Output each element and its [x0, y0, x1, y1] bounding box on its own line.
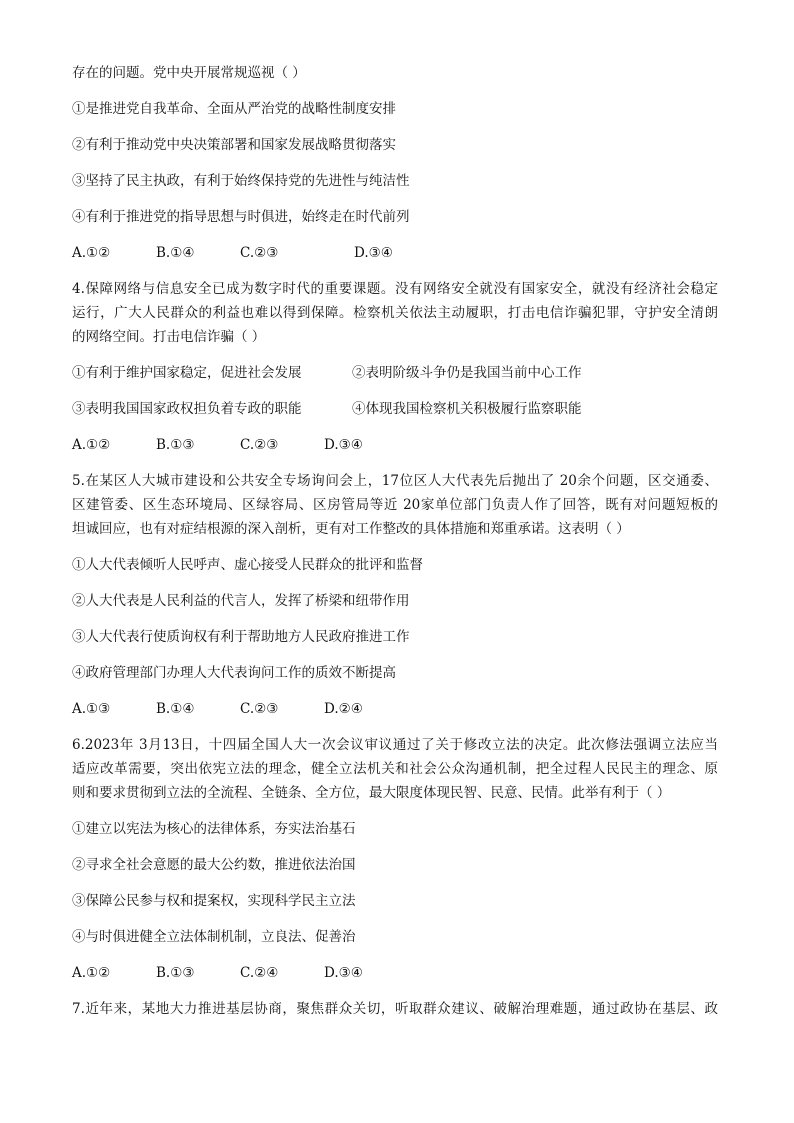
q3-option-b: B.①④ [156, 245, 195, 261]
q5-statement-1: ①人大代表倾听人民呼声、虚心接受人民群众的批评和监督 [72, 557, 423, 573]
q4-option-d: D.③④ [324, 437, 363, 453]
q6-statement-1: ①建立以宪法为核心的法律体系，夯实法治基石 [72, 821, 356, 837]
q4-option-c: C.②③ [240, 437, 279, 453]
q5-stem-line-3: 坦诚回应，也有对症结根源的深入剖析，更有对工作整改的具体措施和郑重承诺。这表明（ ） [72, 521, 630, 537]
q4-stem-line-3: 的网络空间。打击电信诈骗（ ） [72, 329, 266, 345]
q5-stem-line-2: 区建管委、区生态环境局、区绿容局、区房管局等近 20家单位部门负责人作了回答，既有对问题短板的 [72, 497, 718, 513]
q6-option-c: C.②④ [240, 965, 279, 981]
q5-option-c: C.②③ [240, 701, 279, 717]
q4-option-a: A.①② [72, 437, 111, 453]
q5-statement-3: ③人大代表行使质询权有利于帮助地方人民政府推进工作 [72, 629, 410, 645]
q4-statement-4: ④体现我国检察机关积极履行监察职能 [352, 401, 582, 417]
q3-stem-tail: 存在的问题。党中央开展常规巡视（ ） [72, 65, 306, 81]
q3-statement-4: ④有利于推进党的指导思想与时俱进，始终走在时代前列 [72, 209, 410, 225]
q3-option-a: A.①② [72, 245, 111, 261]
q4-stem-line-1: 4.保障网络与信息安全已成为数字时代的重要课题。没有网络安全就没有国家安全，就没有经济社会稳定 [72, 281, 718, 297]
q5-option-b: B.①④ [156, 701, 195, 717]
q6-option-d: D.③④ [324, 965, 363, 981]
q4-statement-1: ①有利于维护国家稳定，促进社会发展 [72, 365, 302, 381]
q5-statement-4: ④政府管理部门办理人大代表询问工作的质效不断提高 [72, 665, 396, 681]
q4-option-b: B.①③ [156, 437, 195, 453]
q3-statement-2: ②有利于推动党中央决策部署和国家发展战略贯彻落实 [72, 137, 396, 153]
q6-stem-line-1: 6.2023年 3月13日，十四届全国人大一次会议审议通过了关于修改立法的决定。此次修法强调立法应当 [72, 737, 718, 753]
q3-statement-3: ③坚持了民主执政，有利于始终保持党的先进性与纯洁性 [72, 173, 410, 189]
q3-option-d: D.③④ [354, 245, 393, 261]
q5-option-d: D.②④ [324, 701, 363, 717]
q4-stem-line-2: 运行，广大人民群众的利益也难以得到保障。检察机关依法主动履职，打击电信诈骗犯罪，守护安全清朗 [72, 305, 718, 321]
q4-statement-3: ③表明我国国家政权担负着专政的职能 [72, 401, 302, 417]
q6-option-a: A.①② [72, 965, 111, 981]
q3-statement-1: ①是推进党自我革命、全面从严治党的战略性制度安排 [72, 101, 396, 117]
q6-stem-line-2: 适应改革需要，突出依宪立法的理念，健全立法机关和社会公众沟通机制，把全过程人民民主的理念、原 [72, 761, 718, 777]
q6-statement-4: ④与时俱进健全立法体制机制，立良法、促善治 [72, 929, 356, 945]
q6-option-b: B.①③ [156, 965, 195, 981]
q3-option-c: C.②③ [240, 245, 279, 261]
q5-option-a: A.①③ [72, 701, 111, 717]
q5-statement-2: ②人大代表是人民利益的代言人，发挥了桥梁和纽带作用 [72, 593, 410, 609]
q7-stem-line-1: 7.近年来，某地大力推进基层协商，聚焦群众关切，听取群众建议、破解治理难题，通过政协在基层、政 [72, 1001, 718, 1017]
q5-stem-line-1: 5.在某区人大城市建设和公共安全专场询问会上，17位区人大代表先后抛出了 20余个问题，区交通委、 [72, 473, 718, 489]
q6-statement-3: ③保障公民参与权和提案权，实现科学民主立法 [72, 893, 356, 909]
q6-statement-2: ②寻求全社会意愿的最大公约数，推进依法治国 [72, 857, 356, 873]
q4-statement-2: ②表明阶级斗争仍是我国当前中心工作 [352, 365, 582, 381]
q6-stem-line-3: 则和要求贯彻到立法的全流程、全链条、全方位，最大限度体现民智、民意、民情。此举有利于（ ） [72, 785, 671, 801]
